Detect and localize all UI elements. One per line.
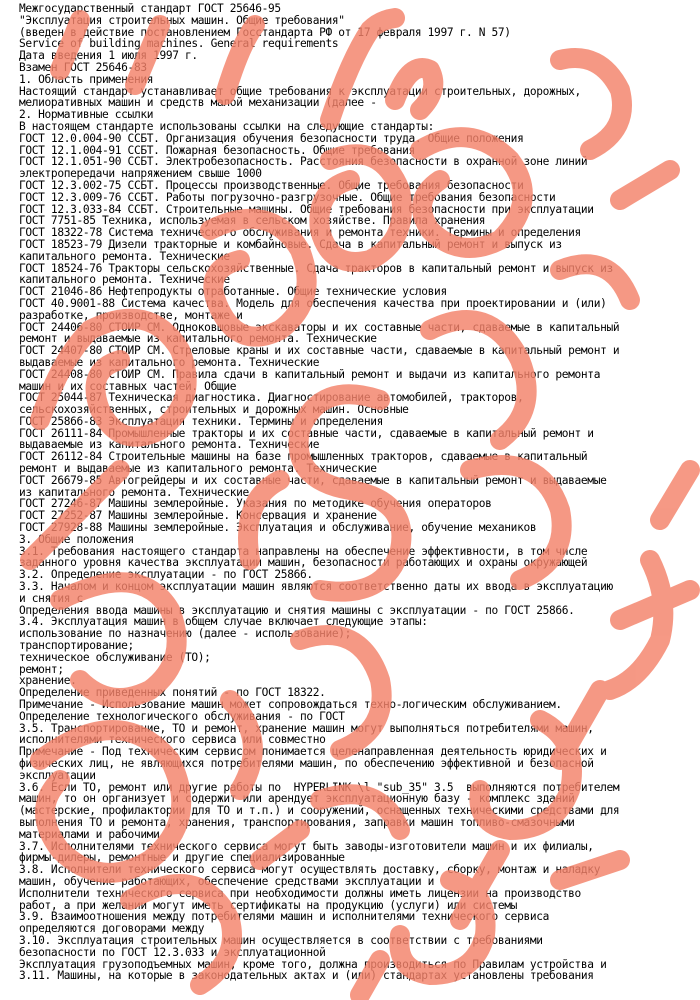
document-line: ГОСТ 24407-80 СТОИР СМ. Стреловые краны и их составные части, сдаваемые в капитальный ремонт и bbox=[19, 344, 620, 358]
document-line: 3.6. Если ТО, ремонт или другие работы по HYPERLINK \l "sub_35" 3.5 выполняются потребителем bbox=[19, 780, 620, 794]
document-line: заданного уровня качества эксплуатации машин, безопасности работающих и охраны окружающей bbox=[19, 556, 588, 570]
document-line: ремонт и выдаваемые из капитального ремонта. Технические bbox=[19, 332, 377, 346]
document-line: техническое обслуживание (ТО); bbox=[19, 650, 211, 664]
document-line: определяются договорами между bbox=[19, 922, 205, 936]
document-line: Определения ввода машины в эксплуатацию и снятия машины с эксплуатации - по ГОСТ 25866. bbox=[19, 603, 575, 617]
document-line: ремонт; bbox=[19, 662, 64, 676]
document-line: материалами и рабочими bbox=[19, 827, 160, 841]
document-line: ГОСТ 12.3.033-84 ССБТ. Строительные машины. Общие требования безопасности при эксплуатации bbox=[19, 202, 594, 216]
document-line: ГОСТ 12.3.009-76 ССБТ. Работы погрузочно-разгрузочные. Общие требования безопасности bbox=[19, 190, 556, 204]
document-line: Примечание - Под техническим сервисом понимается целенаправленная деятельность юридических и bbox=[19, 745, 607, 759]
document-line: машин, то он организует и содержит или арендует эксплуатационную базу - комплекс зданий bbox=[19, 792, 575, 806]
document-line: 3.9. Взаимоотношения между потребителями машин и исполнителями технического сервиса bbox=[19, 910, 549, 924]
document-line: фирмы-дилеры, ремонтные и другие специализированные bbox=[19, 851, 345, 865]
document-line: "Эксплуатация строительных машин. Общие требования" bbox=[19, 13, 345, 27]
document-line: безопасности по ГОСТ 12.3.033 и эксплуатационной bbox=[19, 945, 326, 959]
document-line: Дата введения 1 июля 1997 г. bbox=[19, 49, 198, 63]
document-line: машин, обучение работающих, обеспечение средствами эксплуатации и bbox=[19, 874, 435, 888]
document-line: мелиоративных машин и средств малой механизации (далее - bbox=[19, 96, 377, 110]
document-line: работ, а при желании могут иметь сертификаты на продукцию (услуги) или системы bbox=[19, 898, 518, 912]
document-line: 3.1. Требования настоящего стандарта направлены на обеспечение эффективности, в том числе bbox=[19, 544, 588, 558]
document-line: ГОСТ 18322-78 Система технического обслуживания и ремонта техники. Термины и определения bbox=[19, 226, 581, 240]
document-line: Межгосударственный стандарт ГОСТ 25646-95 bbox=[19, 2, 281, 15]
document-line: сельскохозяйственных, строительных и дорожных машин. Основные bbox=[19, 403, 409, 417]
document-line: эксплуатации bbox=[19, 768, 96, 782]
document-line: (введен в действие постановлением Госстандарта РФ от 17 февраля 1997 г. N 57) bbox=[19, 25, 511, 39]
document-line: ГОСТ 24408-80 СТОИР СМ. Правила сдачи в капитальный ремонт и выдачи из капитального ремонта bbox=[19, 367, 601, 381]
document-line: ГОСТ 25044-87 Техническая диагностика. Диагностирование автомобилей, тракторов, bbox=[19, 391, 524, 405]
document-line: ГОСТ 7751-85 Техника, используемая в сельском хозяйстве. Правила хранения bbox=[19, 214, 486, 228]
document-line: Взамен ГОСТ 25646-83 bbox=[19, 60, 147, 74]
document-line: машин и их составных частей. Общие bbox=[19, 379, 237, 393]
document-line: 3.3. Началом и концом эксплуатации машин являются соответственно даты их ввода в эксплуатацию bbox=[19, 580, 613, 594]
document-line: выдаваемые из капитального ремонта. Технические bbox=[19, 355, 320, 369]
document-line: Примечание - Использование машин может сопровождаться техно-логическим обслуживанием. bbox=[19, 698, 562, 712]
document-line: Настоящий стандарт устанавливает общие требования к эксплуатации строительных, дорожных, bbox=[19, 84, 581, 98]
document-line: 2. Нормативные ссылки bbox=[19, 108, 154, 122]
document-line: 3.11. Машины, на которые в законодательных актах и (или) стандартах установлены требования bbox=[19, 969, 594, 983]
document-line: ГОСТ 24406-80 СТОИР СМ. Одноковшовые экскаваторы и их составные части, сдаваемые в капитальный bbox=[19, 320, 620, 334]
document-line: ГОСТ 25866-83 Эксплуатация техники. Термины и определения bbox=[19, 414, 383, 428]
document-line: ГОСТ 12.1.004-91 ССБТ. Пожарная безопасность. Общие требования bbox=[19, 143, 415, 157]
document-line: ГОСТ 27246-87 Машины землеройные. Указания по методике обучения операторов bbox=[19, 497, 492, 511]
document-line: 1. Область применения bbox=[19, 72, 154, 86]
document-line: ГОСТ 21046-86 Нефтепродукты отработанные. Общие технические условия bbox=[19, 285, 447, 299]
document-line: ГОСТ 26111-84 Промышленные тракторы и их составные части, сдаваемые в капитальный ремонт и bbox=[19, 426, 594, 440]
document-line: (мастерские, профилактории для ТО и т.п.) и сооружений, оснащенных техническими средствами для bbox=[19, 804, 620, 818]
document-line: электропередачи напряжением свыше 1000 bbox=[19, 167, 262, 181]
document-line: ГОСТ 12.3.002-75 ССБТ. Процессы производственные. Общие требования безопасности bbox=[19, 178, 524, 192]
document-line: 3.5. Транспортирование, ТО и ремонт, хранение машин могут выполняться потребителями машин, bbox=[19, 721, 594, 735]
document-line: Service of building machines. General requirements bbox=[19, 37, 339, 51]
document-line: исполнителями технического сервиса или совместно bbox=[19, 733, 326, 747]
document-line: хранение. bbox=[19, 674, 77, 688]
document-line: ГОСТ 27928-88 Машины землеройные. Эксплуатация и обслуживание, обучение механиков bbox=[19, 521, 537, 535]
document-line: Определение приведенных понятий - по ГОСТ 18322. bbox=[19, 686, 326, 700]
document-line: ГОСТ 12.1.051-90 ССБТ. Электробезопасность. Расстояния безопасности в охранной зоне линий bbox=[19, 155, 588, 169]
document-line: В настоящем стандарте использованы ссылки на следующие стандарты: bbox=[19, 119, 435, 133]
document-line: 3. Общие положения bbox=[19, 532, 134, 546]
document-line: 3.4. Эксплуатация машин в общем случае включает следующие этапы: bbox=[19, 615, 428, 629]
document-line: Эксплуатация грузоподъемных машин, кроме того, должна производиться по Правилам устройства и bbox=[19, 957, 607, 971]
document-line: ГОСТ 12.0.004-90 ССБТ. Организация обучения безопасности труда. Общие положения bbox=[19, 131, 524, 145]
document-line: и снятия с bbox=[19, 591, 83, 605]
document-line: Исполнители технического сервиса при необходимости должны иметь лицензии на производство bbox=[19, 886, 581, 900]
document-line: ГОСТ 40.9001-88 Система качества. Модель для обеспечения качества при проектировании и (или) bbox=[19, 296, 607, 310]
document-line: из капитального ремонта. Технические bbox=[19, 485, 249, 499]
document-line: 3.7. Исполнителями технического сервиса могут быть заводы-изготовители машин и их филиалы, bbox=[19, 839, 594, 853]
document-line: ГОСТ 18524-76 Тракторы сельскохозяйственные. Сдача тракторов в капитальный ремонт и выпуск из bbox=[19, 261, 613, 275]
document-line: физических лиц, не являющихся потребителями машин, по обеспечению эффективной и безопасной bbox=[19, 757, 594, 770]
document-line: транспортирование; bbox=[19, 639, 134, 653]
document-line: 3.10. Эксплуатация строительных машин осуществляется в соответствии с требованиями bbox=[19, 933, 543, 947]
document-line: капитального ремонта. Технические bbox=[19, 249, 230, 263]
document-line: капитального ремонта. Технические bbox=[19, 273, 230, 287]
document-line: 3.8. Исполнители технического сервиса могут осуществлять доставку, сборку, монтаж и наладку bbox=[19, 863, 601, 877]
document-line: ГОСТ 26679-85 Автогрейдеры и их составные части, сдаваемые в капитальный ремонт и выдаваемые bbox=[19, 473, 607, 487]
document-line: Определение технологического обслуживания - по ГОСТ bbox=[19, 709, 345, 723]
document-line: ремонт и выдаваемые из капитального ремонта. Технические bbox=[19, 462, 377, 476]
document-line: ГОСТ 18523-79 Дизели тракторные и комбайновые. Сдача в капитальный ремонт и выпуск из bbox=[19, 237, 562, 251]
document-line: использование по назначению (далее - использование); bbox=[19, 627, 352, 641]
document-line: выполнения ТО и ремонта, хранения, транспортирования, заправки машин топливо-смазочными bbox=[19, 815, 575, 829]
document-line: разработке, производстве, монтаже и bbox=[19, 308, 243, 322]
document-line: 3.2. Определение эксплуатации - по ГОСТ 25866. bbox=[19, 568, 313, 582]
document-line: ГОСТ 26112-84 Строительные машины на базе промышленных тракторов, сдаваемые в капитальный bbox=[19, 450, 588, 464]
document-line: ГОСТ 27252-87 Машины землеройные. Консервация и хранение bbox=[19, 509, 377, 523]
document-line: выдаваемые из капитального ремонта. Технические bbox=[19, 438, 320, 452]
